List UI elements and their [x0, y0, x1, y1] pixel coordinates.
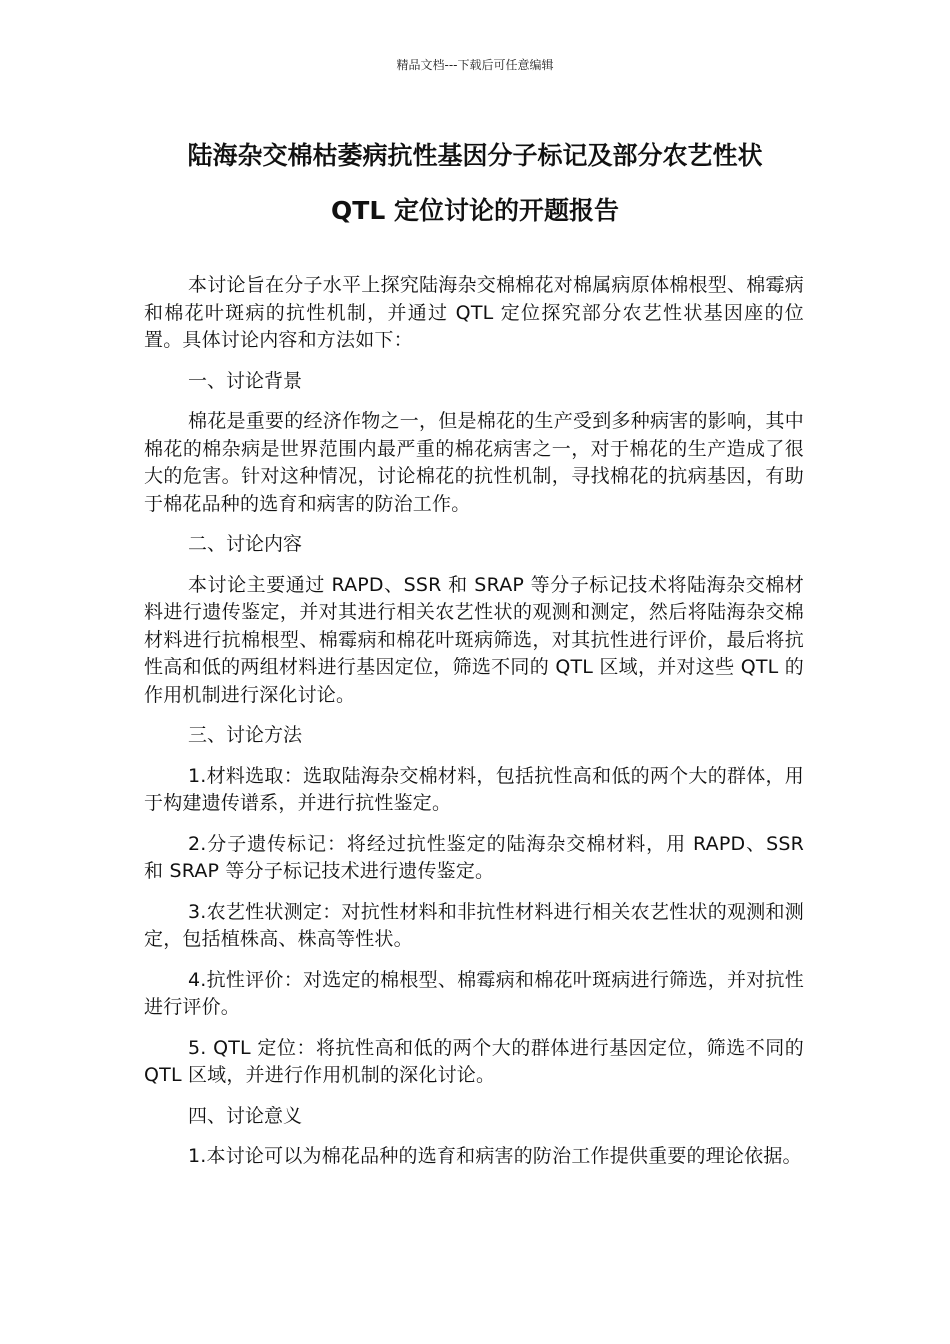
- intro-paragraph: 本讨论旨在分子水平上探究陆海杂交棉棉花对棉属病原体棉根型、棉霉病和棉花叶斑病的抗性机制，并通过 QTL 定位探究部分农艺性状基因座的位置。具体讨论内容和方法如下：: [144, 274, 804, 351]
- background-paragraph: 棉花是重要的经济作物之一，但是棉花的生产受到多种病害的影响，其中棉花的棉杂病是世界范围内最严重的棉花病害之一，对于棉花的生产造成了很大的危害。针对这种情况，讨论棉花的抗性机制，寻找棉花的抗病基因，有助于棉花品种的选育和病害的防治工作。: [144, 410, 804, 515]
- method-item-1: 1.材料选取：选取陆海杂交棉材料，包括抗性高和低的两个大的群体，用于构建遗传谱系，并进行抗性鉴定。: [144, 764, 804, 814]
- method-item-2: 2.分子遗传标记：将经过抗性鉴定的陆海杂交棉材料，用 RAPD、SSR 和 SRAP 等分子标记技术进行遗传鉴定。: [144, 832, 804, 882]
- section-heading-content: 二、讨论内容: [188, 533, 303, 555]
- document-body: [144, 272, 804, 1184]
- section-heading-significance: 四、讨论意义: [188, 1104, 303, 1127]
- document-title-line-1: 陆海杂交棉枯萎病抗性基因分子标记及部分农艺性状: [187, 141, 763, 170]
- content-paragraph: 本讨论主要通过 RAPD、SSR 和 SRAP 等分子标记技术将陆海杂交棉材料进行遗传鉴定，并对其进行相关农艺性状的观测和测定，然后将陆海杂交棉材料进行抗棉根型、棉霉病和棉花叶斑病筛选，对其抗性进行评价，最后将抗性高和低的两组材料进行基因定位，筛选不同的 QTL 区域，并对这些 QTL 的作用机制进行深化讨论。: [144, 573, 804, 706]
- section-heading-background: 一、讨论背景: [188, 369, 303, 392]
- method-item-3: 3.农艺性状测定：对抗性材料和非抗性材料进行相关农艺性状的观测和测定，包括植株高、株高等性状。: [144, 900, 804, 950]
- section-heading-methods: 三、讨论方法: [188, 724, 303, 746]
- significance-item-1: 1.本讨论可以为棉花品种的选育和病害的防治工作提供重要的理论依据。: [188, 1145, 802, 1167]
- method-item-4: 4.抗性评价：对选定的棉根型、棉霉病和棉花叶斑病进行筛选，并对抗性进行评价。: [144, 968, 804, 1018]
- page-header: 精品文档---下载后可任意编辑: [396, 58, 554, 72]
- document-title-line-2: QTL 定位讨论的开题报告: [331, 196, 619, 225]
- method-item-5: 5. QTL 定位：将抗性高和低的两个大的群体进行基因定位，筛选不同的 QTL 区域，并进行作用机制的深化讨论。: [144, 1036, 804, 1086]
